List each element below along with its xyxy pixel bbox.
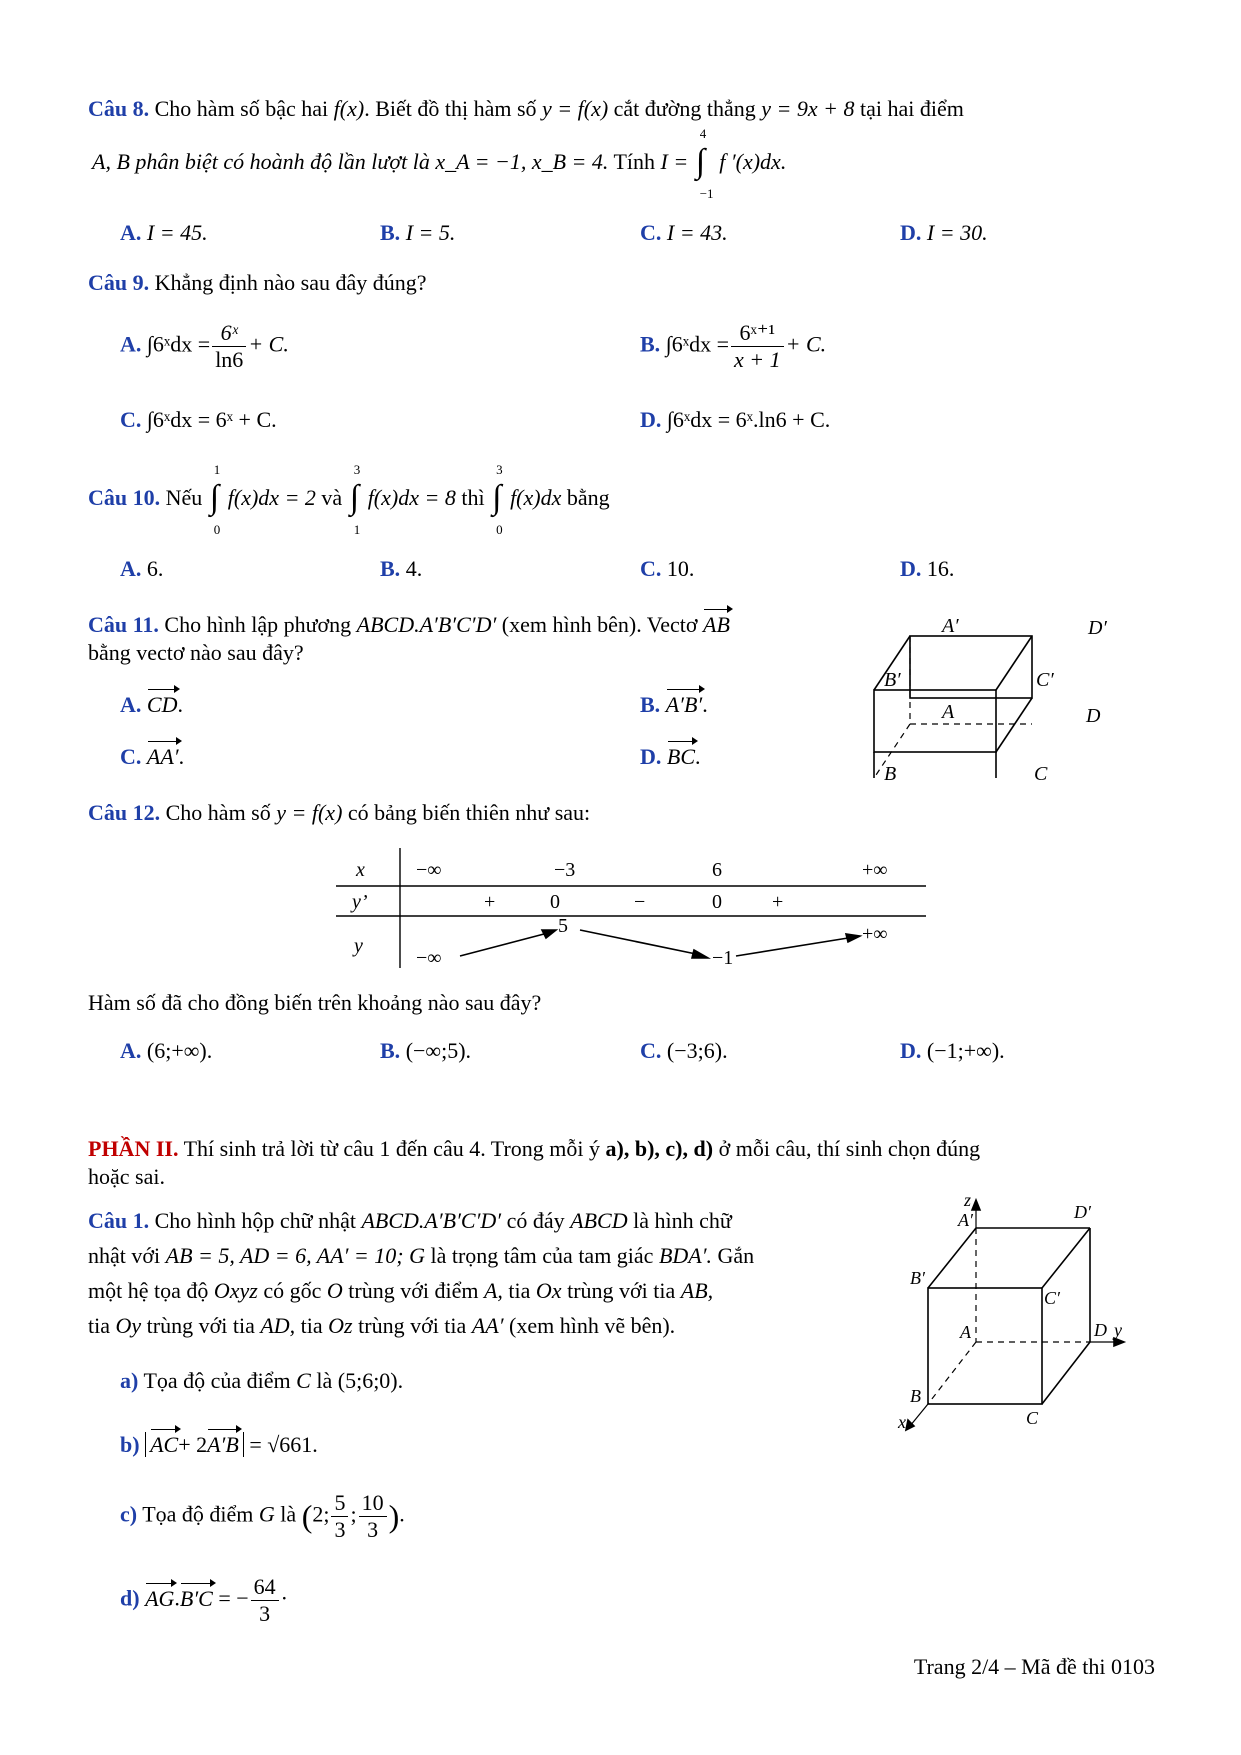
tbl-y-neg-inf: −∞ (416, 947, 442, 969)
q10-label: Câu 10. (88, 485, 161, 511)
q8-option-b[interactable]: B. I = 5. (380, 220, 456, 245)
box-figure (880, 1192, 1140, 1432)
q10-option-b[interactable]: B. 4. (380, 556, 423, 581)
label-d1: D′ (1088, 617, 1107, 639)
q12-option-c[interactable]: C. (−3;6). (640, 1038, 728, 1063)
label-b1: B′ (910, 1268, 925, 1288)
q11-option-c[interactable]: C. AA′. (120, 744, 185, 769)
tbl-x-minus3: −3 (554, 859, 576, 881)
label-d: D (1094, 1320, 1107, 1340)
tbl-sign-minus: − (634, 891, 646, 913)
p1-label: Câu 1. (88, 1208, 150, 1233)
p1-item-c[interactable]: c) Tọa độ điểm G là (2; $\frac{5}{3}$ ; $\frac{10}{3}$ ). (120, 1490, 405, 1542)
q9-option-b[interactable]: B. ∫6ˣdx = $\frac{\text{6ˣ⁺¹}}{x + 1}$ + C. (640, 320, 827, 372)
tbl-y: y (354, 935, 363, 957)
tbl-yprime: y’ (352, 891, 368, 913)
label-c1: C′ (1044, 1288, 1060, 1308)
q10-option-d[interactable]: D. 16. (900, 556, 955, 581)
q9-option-a[interactable]: A. ∫6ˣdx = $\frac{\text{6ˣ}}{\ln 6}$ + C. (120, 320, 289, 372)
integral-sign: ∫ 1 0 (209, 462, 221, 537)
label-a1: A′ (958, 1210, 973, 1230)
tbl-sign-plus-2: + (772, 891, 784, 913)
q8-text-2: A, B phân biệt có hoành độ lần lượt là (92, 149, 430, 175)
q8-text: Cho hàm số bậc hai (154, 96, 329, 121)
q9-option-c[interactable]: C. ∫6ˣdx = 6ˣ + C. (120, 407, 277, 432)
q10-option-c[interactable]: C. 10. (640, 556, 695, 581)
label-b: B (910, 1386, 921, 1406)
q12-label: Câu 12. (88, 800, 161, 825)
tbl-zero-1: 0 (550, 891, 560, 913)
p1-item-a[interactable]: a) Tọa độ của điểm C là (5;6;0). (120, 1368, 404, 1393)
tbl-x: x (356, 859, 365, 881)
q11-label: Câu 11. (88, 612, 159, 637)
q11-option-b[interactable]: B. A′B′. (640, 692, 708, 717)
label-c: C (1034, 763, 1048, 785)
label-d: D (1086, 705, 1101, 727)
p1-item-d[interactable]: d) AG.B′C = − $\frac{64}{3}$ · (120, 1574, 288, 1626)
tbl-x-6: 6 (712, 859, 722, 881)
p1-item-b[interactable]: b) AC+ 2A′B = √661. (120, 1432, 318, 1457)
q8-option-a[interactable]: A. I = 45. (120, 220, 208, 245)
tbl-y-minus1: −1 (712, 947, 734, 969)
tbl-x-pos-inf: +∞ (862, 859, 888, 881)
q12-question: Hàm số đã cho đồng biến trên khoảng nào sau đây? (88, 990, 542, 1015)
tbl-y-pos-inf: +∞ (862, 923, 888, 945)
tbl-x-neg-inf: −∞ (416, 859, 442, 881)
variation-table (336, 848, 926, 978)
q8-option-c[interactable]: C. I = 43. (640, 220, 728, 245)
integral-sign: ∫ 3 1 (349, 462, 361, 537)
q9-option-d[interactable]: D. ∫6ˣdx = 6ˣ.ln6 + C. (640, 407, 831, 432)
integral-sign: ∫ 4 −1 (695, 126, 714, 201)
q11-option-a[interactable]: A. CD. (120, 692, 183, 717)
label-a: A (942, 701, 955, 723)
label-c1: C′ (1036, 669, 1054, 691)
page-footer: Trang 2/4 – Mã đề thi 0103 (913, 1654, 1155, 1679)
label-a: A (960, 1322, 971, 1342)
q12-option-d[interactable]: D. (−1;+∞). (900, 1038, 1005, 1063)
axis-z-label: z (964, 1192, 972, 1210)
tbl-y-5: 5 (558, 915, 568, 937)
label-d1: D′ (1074, 1202, 1091, 1222)
tbl-sign-plus-1: + (484, 891, 496, 913)
q10-option-a[interactable]: A. 6. (120, 556, 164, 581)
cube-figure (870, 612, 1130, 792)
q9-label: Câu 9. (88, 270, 150, 295)
q8-option-d[interactable]: D. I = 30. (900, 220, 988, 245)
part2-title: PHẦN II. (88, 1136, 179, 1161)
q12-option-b[interactable]: B. (−∞;5). (380, 1038, 472, 1063)
label-a1: A′ (942, 615, 959, 637)
q11-text-2: bằng vectơ nào sau đây? (88, 640, 304, 665)
label-b: B (884, 763, 897, 785)
axis-x-label: x (898, 1412, 906, 1432)
label-b1: B′ (884, 669, 901, 691)
q12-option-a[interactable]: A. (6;+∞). (120, 1038, 213, 1063)
axis-y-label: y (1114, 1320, 1122, 1340)
q9-text: Khẳng định nào sau đây đúng? (154, 270, 427, 295)
tbl-zero-2: 0 (712, 891, 722, 913)
label-c: C (1026, 1408, 1039, 1428)
q8-label: Câu 8. (88, 96, 150, 121)
integral-sign: ∫ 3 0 (492, 462, 503, 537)
q11-option-d[interactable]: D. BC. (640, 744, 701, 769)
